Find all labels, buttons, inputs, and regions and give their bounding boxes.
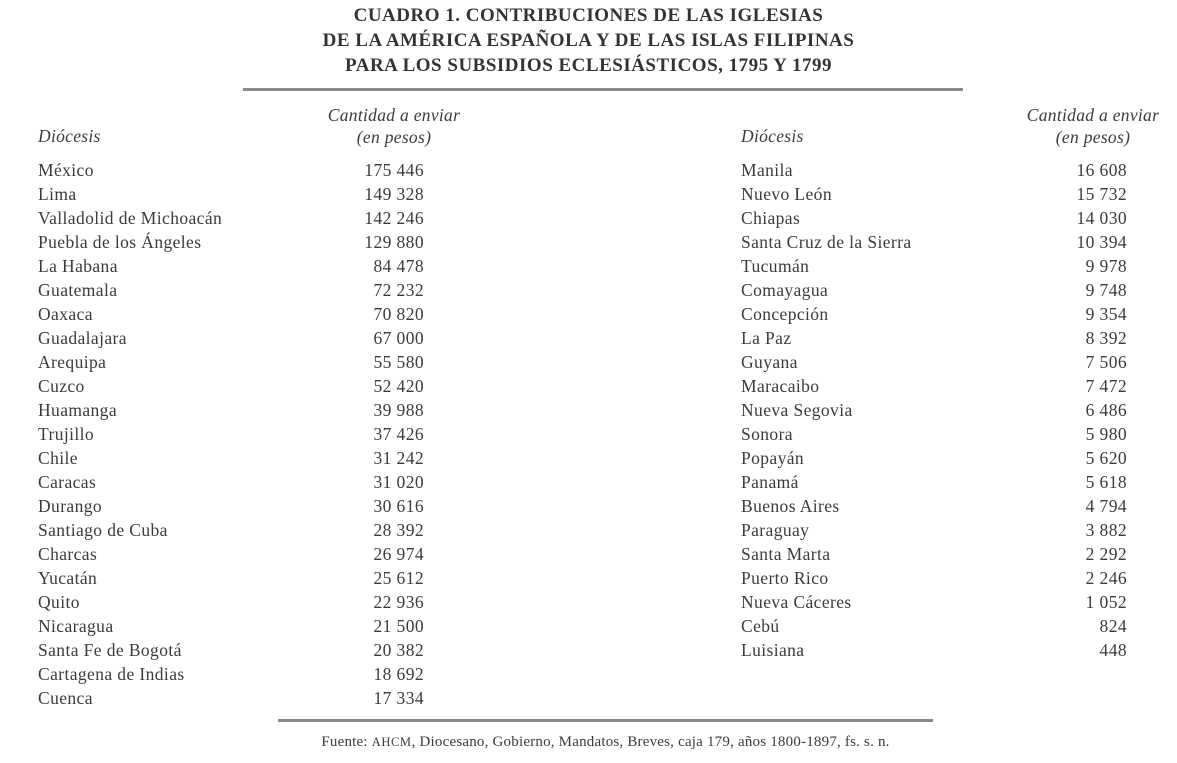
diocese-name: Buenos Aires [741, 496, 840, 516]
table-row [741, 302, 1163, 326]
table-row [38, 446, 464, 470]
amount-value: 84 478 [373, 256, 424, 276]
amount-value: 20 382 [373, 640, 424, 660]
diocese-name: Maracaibo [741, 376, 820, 396]
amount-value: 15 732 [1076, 184, 1127, 204]
amount-value: 72 232 [373, 280, 424, 300]
table-row [38, 278, 464, 302]
diocese-name: Guyana [741, 352, 798, 372]
table-row [741, 350, 1163, 374]
amount-value: 37 426 [373, 424, 424, 444]
left-group-header [38, 100, 464, 148]
diocese-name: Arequipa [38, 352, 107, 372]
amount-value: 175 446 [364, 160, 424, 180]
table-row [38, 350, 464, 374]
amount-header-line2: (en pesos) [1055, 127, 1131, 147]
diocese-name: Sonora [741, 424, 793, 444]
amount-value: 21 500 [373, 616, 424, 636]
amount-value: 5 620 [1085, 448, 1127, 468]
amount-column-header [324, 104, 464, 148]
table-row [741, 278, 1163, 302]
diocese-name: Chiapas [741, 208, 801, 228]
diocese-name: Nicaragua [38, 616, 114, 636]
table-row [38, 182, 464, 206]
table-row [38, 374, 464, 398]
table-row [741, 182, 1163, 206]
amount-value: 129 880 [364, 232, 424, 252]
table-left-group [38, 100, 464, 710]
amount-value: 26 974 [373, 544, 424, 564]
amount-value: 14 030 [1076, 208, 1127, 228]
amount-value: 17 334 [373, 688, 424, 708]
table-row [38, 590, 464, 614]
amount-value: 6 486 [1085, 400, 1127, 420]
diocese-name: Manila [741, 160, 793, 180]
diocese-column-header: Diócesis [741, 126, 804, 146]
amount-value: 2 246 [1085, 568, 1127, 588]
diocese-name: Valladolid de Michoacán [38, 208, 223, 228]
amount-header-line1: Cantidad a enviar [327, 105, 461, 125]
diocese-name: Charcas [38, 544, 98, 564]
table-row [38, 398, 464, 422]
amount-value: 2 292 [1085, 544, 1127, 564]
diocese-name: Tucumán [741, 256, 810, 276]
amount-value: 5 618 [1085, 472, 1127, 492]
amount-value: 7 472 [1085, 376, 1127, 396]
table-right-group [741, 100, 1163, 662]
table-row [741, 446, 1163, 470]
table-row [38, 422, 464, 446]
diocese-name: La Paz [741, 328, 792, 348]
diocese-name: Cuzco [38, 376, 85, 396]
amount-value: 70 820 [373, 304, 424, 324]
amount-value: 3 882 [1085, 520, 1127, 540]
diocese-name: Nueva Cáceres [741, 592, 852, 612]
table-row [38, 614, 464, 638]
table-row [741, 422, 1163, 446]
diocese-name: Durango [38, 496, 103, 516]
diocese-column-header: Diócesis [38, 126, 101, 146]
amount-value: 22 936 [373, 592, 424, 612]
amount-value: 10 394 [1076, 232, 1127, 252]
amount-value: 31 020 [373, 472, 424, 492]
table-row [38, 206, 464, 230]
amount-value: 824 [1099, 616, 1127, 636]
bottom-rule [278, 719, 933, 722]
table-row [38, 326, 464, 350]
amount-value: 8 392 [1085, 328, 1127, 348]
amount-header-line1: Cantidad a enviar [1026, 105, 1160, 125]
diocese-name: Santa Fe de Bogotá [38, 640, 182, 660]
table-row [741, 374, 1163, 398]
amount-value: 9 748 [1085, 280, 1127, 300]
source-prefix: Fuente: [321, 734, 372, 750]
amount-value: 7 506 [1085, 352, 1127, 372]
diocese-name: Quito [38, 592, 80, 612]
left-rows [38, 158, 464, 710]
amount-value: 9 354 [1085, 304, 1127, 324]
table-row [741, 494, 1163, 518]
amount-value: 9 978 [1085, 256, 1127, 276]
table-row [741, 518, 1163, 542]
diocese-name: Santa Marta [741, 544, 831, 564]
amount-value: 25 612 [373, 568, 424, 588]
table-row [741, 614, 1163, 638]
amount-value: 5 980 [1085, 424, 1127, 444]
amount-value: 16 608 [1076, 160, 1127, 180]
diocese-name: Cartagena de Indias [38, 664, 185, 684]
diocese-name: Comayagua [741, 280, 829, 300]
table-title-line3: PARA LOS SUBSIDIOS ECLESIÁSTICOS, 1795 Y 1799 [345, 55, 832, 76]
diocese-name: Caracas [38, 472, 97, 492]
diocese-name: Popayán [741, 448, 805, 468]
diocese-name: Santiago de Cuba [38, 520, 168, 540]
table-row [38, 518, 464, 542]
table-row [38, 566, 464, 590]
table-row [741, 590, 1163, 614]
diocese-name: Nuevo León [741, 184, 832, 204]
amount-value: 39 988 [373, 400, 424, 420]
diocese-name: Cuenca [38, 688, 93, 708]
table-row [741, 158, 1163, 182]
diocese-name: Oaxaca [38, 304, 93, 324]
amount-column-header [1023, 104, 1163, 148]
table-row [38, 254, 464, 278]
amount-value: 18 692 [373, 664, 424, 684]
amount-value: 1 052 [1085, 592, 1127, 612]
diocese-name: Puebla de los Ángeles [38, 232, 202, 252]
diocese-name: Yucatán [38, 568, 98, 588]
table-row [38, 662, 464, 686]
diocese-name: Puerto Rico [741, 568, 829, 588]
table-row [741, 206, 1163, 230]
table-row [741, 398, 1163, 422]
table-row [741, 638, 1163, 662]
diocese-name: Nueva Segovia [741, 400, 853, 420]
right-group-header [741, 100, 1163, 148]
table-row [38, 230, 464, 254]
right-rows [741, 158, 1163, 662]
amount-header-line2: (en pesos) [356, 127, 432, 147]
diocese-name: Santa Cruz de la Sierra [741, 232, 912, 252]
diocese-name: Lima [38, 184, 77, 204]
table-row [38, 542, 464, 566]
amount-value: 4 794 [1085, 496, 1127, 516]
diocese-name: México [38, 160, 94, 180]
diocese-name: Paraguay [741, 520, 810, 540]
table-row [38, 638, 464, 662]
amount-value: 31 242 [373, 448, 424, 468]
amount-value: 149 328 [364, 184, 424, 204]
diocese-name: Luisiana [741, 640, 805, 660]
diocese-name: Chile [38, 448, 78, 468]
source-archive-abbrev: AHCM [371, 735, 412, 749]
amount-value: 52 420 [373, 376, 424, 396]
amount-value: 28 392 [373, 520, 424, 540]
amount-value: 30 616 [373, 496, 424, 516]
table-row [38, 494, 464, 518]
table-row [38, 158, 464, 182]
table-title [0, 3, 1177, 78]
diocese-name: La Habana [38, 256, 118, 276]
amount-value: 67 000 [373, 328, 424, 348]
top-rule [243, 88, 963, 91]
table-row [741, 326, 1163, 350]
table-row [741, 230, 1163, 254]
table-row [741, 470, 1163, 494]
amount-value: 142 246 [364, 208, 424, 228]
table-row [741, 542, 1163, 566]
diocese-name: Guadalajara [38, 328, 127, 348]
table-row [741, 566, 1163, 590]
diocese-name: Huamanga [38, 400, 118, 420]
diocese-name: Panamá [741, 472, 799, 492]
diocese-name: Cebú [741, 616, 780, 636]
table-title-line1: CUADRO 1. CONTRIBUCIONES DE LAS IGLESIAS [353, 5, 824, 26]
table-row [38, 302, 464, 326]
table-row [38, 686, 464, 710]
source-rest: , Diocesano, Gobierno, Mandatos, Breves, caja 179, años 1800-1897, fs. s. n. [411, 734, 890, 750]
amount-value: 448 [1099, 640, 1127, 660]
table-row [741, 254, 1163, 278]
amount-value: 55 580 [373, 352, 424, 372]
source-note [278, 734, 933, 751]
diocese-name: Guatemala [38, 280, 118, 300]
table-title-line2: DE LA AMÉRICA ESPAÑOLA Y DE LAS ISLAS FILIPINAS [322, 30, 855, 51]
table-row [38, 470, 464, 494]
diocese-name: Concepción [741, 304, 829, 324]
diocese-name: Trujillo [38, 424, 95, 444]
